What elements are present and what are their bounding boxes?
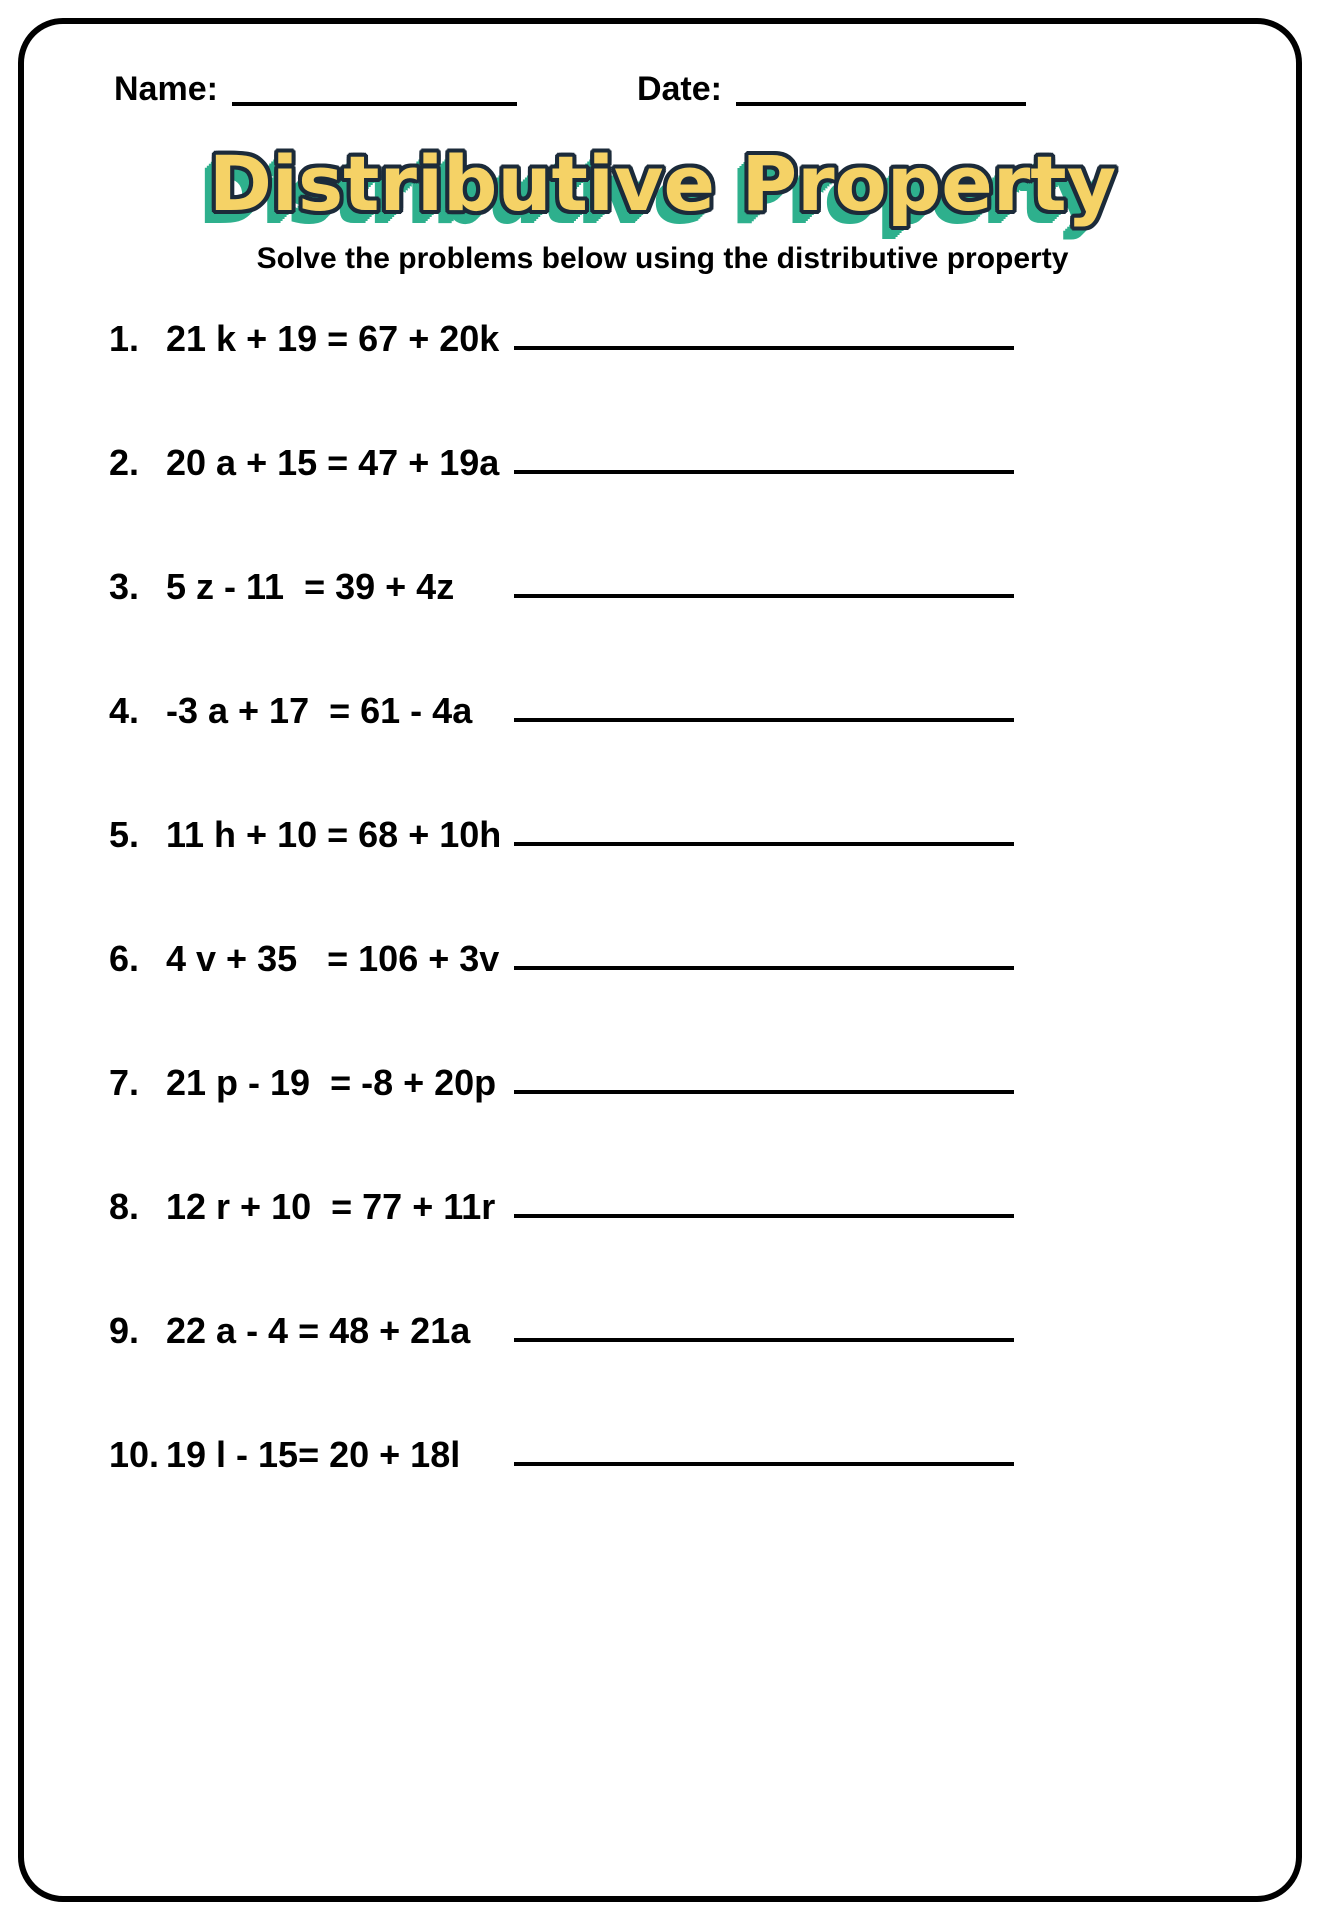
problem-number: 10.	[109, 1433, 160, 1475]
problem-number: 1.	[109, 317, 140, 359]
problem-row	[109, 1423, 1241, 1473]
worksheet-title: Distributive Property	[208, 139, 1117, 228]
problem-number: 6.	[109, 937, 140, 979]
problem-equation: 21 k + 19 = 67 + 20k	[166, 317, 500, 359]
problem-row	[109, 803, 1241, 853]
problem-number: 2.	[109, 441, 140, 483]
problem-number: 7.	[109, 1061, 140, 1103]
answer-line[interactable]	[514, 1090, 1014, 1094]
problem-equation: 19 l - 15= 20 + 18l	[166, 1433, 461, 1475]
date-input-line[interactable]	[736, 76, 1026, 106]
problem-equation: 4 v + 35 = 106 + 3v	[166, 937, 500, 979]
answer-line[interactable]	[514, 346, 1014, 350]
problem-row	[109, 679, 1241, 729]
header	[114, 72, 1241, 106]
problem-row	[109, 431, 1241, 481]
answer-line[interactable]	[514, 1462, 1014, 1466]
answer-line[interactable]	[514, 594, 1014, 598]
answer-line[interactable]	[514, 470, 1014, 474]
problem-row	[109, 1051, 1241, 1101]
answer-line[interactable]	[514, 718, 1014, 722]
problem-equation: -3 a + 17 = 61 - 4a	[166, 689, 473, 731]
date-label: Date:	[636, 70, 722, 108]
worksheet-page	[18, 18, 1302, 1902]
name-label: Name:	[114, 70, 218, 108]
answer-line[interactable]	[514, 966, 1014, 970]
worksheet-content	[24, 24, 1296, 1473]
problem-row	[109, 555, 1241, 605]
problem-row	[109, 1299, 1241, 1349]
problem-list	[84, 307, 1241, 1473]
date-field	[637, 72, 1026, 106]
problem-equation: 11 h + 10 = 68 + 10h	[166, 813, 502, 855]
answer-line[interactable]	[514, 842, 1014, 846]
problem-number: 3.	[109, 565, 140, 607]
problem-equation: 21 p - 19 = -8 + 20p	[166, 1061, 497, 1103]
problem-number: 9.	[109, 1309, 140, 1351]
problem-number: 5.	[109, 813, 140, 855]
problem-row	[109, 1175, 1241, 1225]
problem-equation: 22 a - 4 = 48 + 21a	[166, 1309, 471, 1351]
answer-line[interactable]	[514, 1214, 1014, 1218]
problem-equation: 5 z - 11 = 39 + 4z	[166, 565, 455, 607]
problem-equation: 20 a + 15 = 47 + 19a	[166, 441, 500, 483]
answer-line[interactable]	[514, 1338, 1014, 1342]
problem-row	[109, 927, 1241, 977]
problem-row	[109, 307, 1241, 357]
worksheet-instructions: Solve the problems below using the distributive property	[256, 242, 1069, 276]
problem-number: 8.	[109, 1185, 140, 1227]
problem-number: 4.	[109, 689, 140, 731]
name-field	[114, 72, 517, 106]
name-input-line[interactable]	[232, 76, 517, 106]
problem-equation: 12 r + 10 = 77 + 11r	[166, 1185, 496, 1227]
